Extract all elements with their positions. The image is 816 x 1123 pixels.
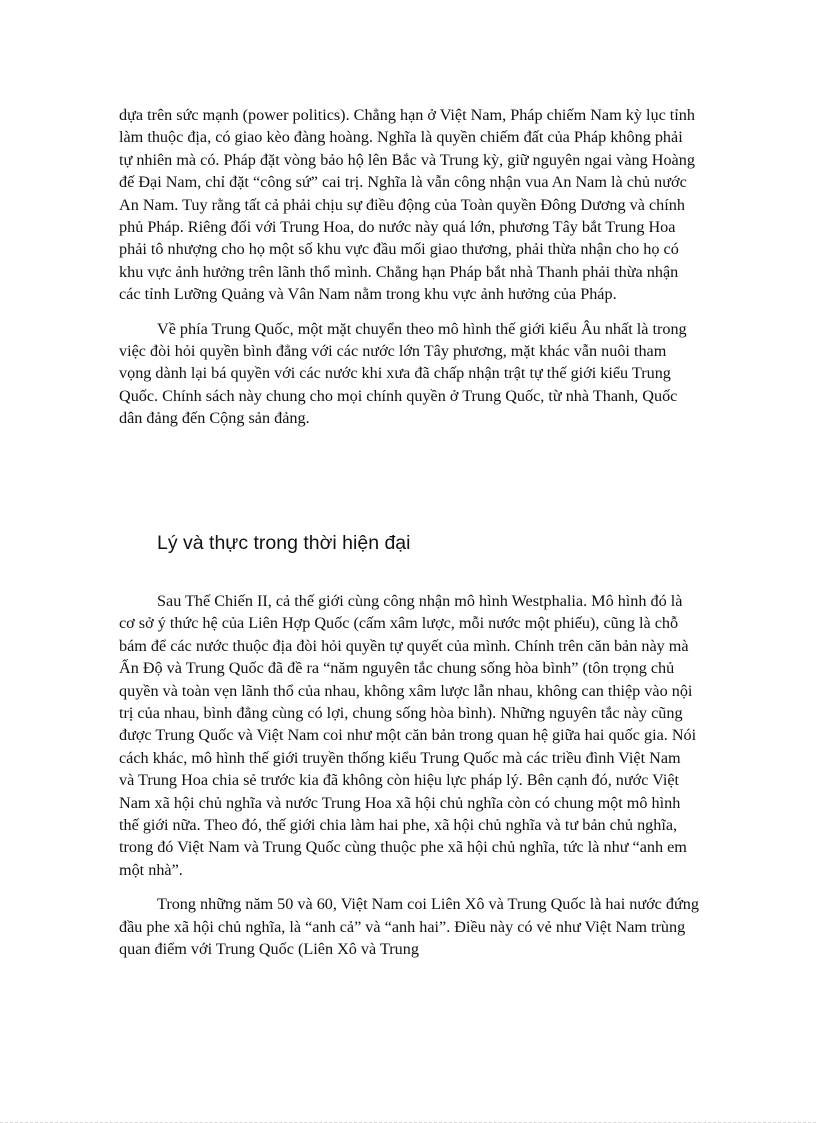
bottom-text-block (119, 590, 699, 961)
paragraph-china-side: Về phía Trung Quốc, một mặt chuyển theo mô hình thế giới kiểu Âu nhất là trong việc đòi hỏi quyền bình đẳng với các nước lớn Tây phương, mặt khác vẫn nuôi tham vọng dành lại bá quyền với các nước khi xưa đã chấp nhận trật tự thế giới kiểu Trung Quốc. Chính sách này chung cho mọi chính quyền ở Trung Quốc, từ nhà Thanh, Quốc dân đảng đến Cộng sản đảng. (119, 319, 687, 428)
paragraph-post-ww2: Sau Thế Chiến II, cả thế giới cùng công nhận mô hình Westphalia. Mô hình đó là cơ sở ý thức hệ của Liên Hợp Quốc (cấm xâm lược, mỗi nước một phiếu), cũng là chỗ bám để các nước thuộc địa đòi hỏi quyền tự quyết của mình. Chính trên căn bản này mà Ấn Độ và Trung Quốc đã đề ra “năm nguyên tắc chung sống hòa bình” (tôn trọng chủ quyền và toàn vẹn lãnh thổ của nhau, không xâm lược lẫn nhau, không can thiệp vào nội trị của nhau, bình đẳng cùng có lợi, chung sống hòa bình). Những nguyên tắc này cũng được Trung Quốc và Việt Nam coi như một căn bản trong quan hệ giữa hai quốc gia. Nói cách khác, mô hình thế giới truyền thống kiểu Trung Quốc mà các triều đình Việt Nam và Trung Hoa chia sẻ trước kia đã không còn hiệu lực pháp lý. Bên cạnh đó, nước Việt Nam xã hội chủ nghĩa và nước Trung Hoa xã hội chủ nghĩa còn có chung một mô hình thế giới nữa. Theo đó, thế giới chia làm hai phe, xã hội chủ nghĩa và tư bản chủ nghĩa, trong đó Việt Nam và Trung Quốc cùng thuộc phe xã hội chủ nghĩa, tức là như “anh em một nhà”. (119, 592, 697, 879)
top-text-block (119, 104, 699, 430)
paragraph-50s-60s: Trong những năm 50 và 60, Việt Nam coi Liên Xô và Trung Quốc là hai nước đứng đầu phe xã hội chủ nghĩa, là “anh cả” và “anh hai”. Điều này có vẻ như Việt Nam trùng quan điểm với Trung Quốc (Liên Xô và Trung (119, 895, 699, 959)
paragraph-power-politics: dựa trên sức mạnh (power politics). Chẳng hạn ở Việt Nam, Pháp chiếm Nam kỳ lục tỉnh làm thuộc địa, có giao kèo đàng hoàng. Nghĩa là quyền chiếm đất của Pháp không phải tự nhiên mà có. Pháp đặt vòng bảo hộ lên Bắc và Trung kỳ, giữ nguyên ngai vàng Hoàng đế Đại Nam, chỉ đặt “công sứ” cai trị. Nghĩa là vẫn công nhận vua An Nam là chủ nước An Nam. Tuy rằng tất cả phải chịu sự điều động của Toàn quyền Đông Dương và chính phủ Pháp. Riêng đối với Trung Hoa, do nước này quá lớn, phương Tây bắt Trung Hoa phải tô nhượng cho họ một số khu vực đầu mối giao thương, phải thừa nhận cho họ có khu vực ảnh hưởng trên lãnh thổ mình. Chẳng hạn Pháp bắt nhà Thanh phải thừa nhận các tỉnh Lưỡng Quảng và Vân Nam nằm trong khu vực ảnh hưởng của Pháp. (119, 106, 695, 304)
section-heading: Lý và thực trong thời hiện đại (157, 532, 411, 554)
